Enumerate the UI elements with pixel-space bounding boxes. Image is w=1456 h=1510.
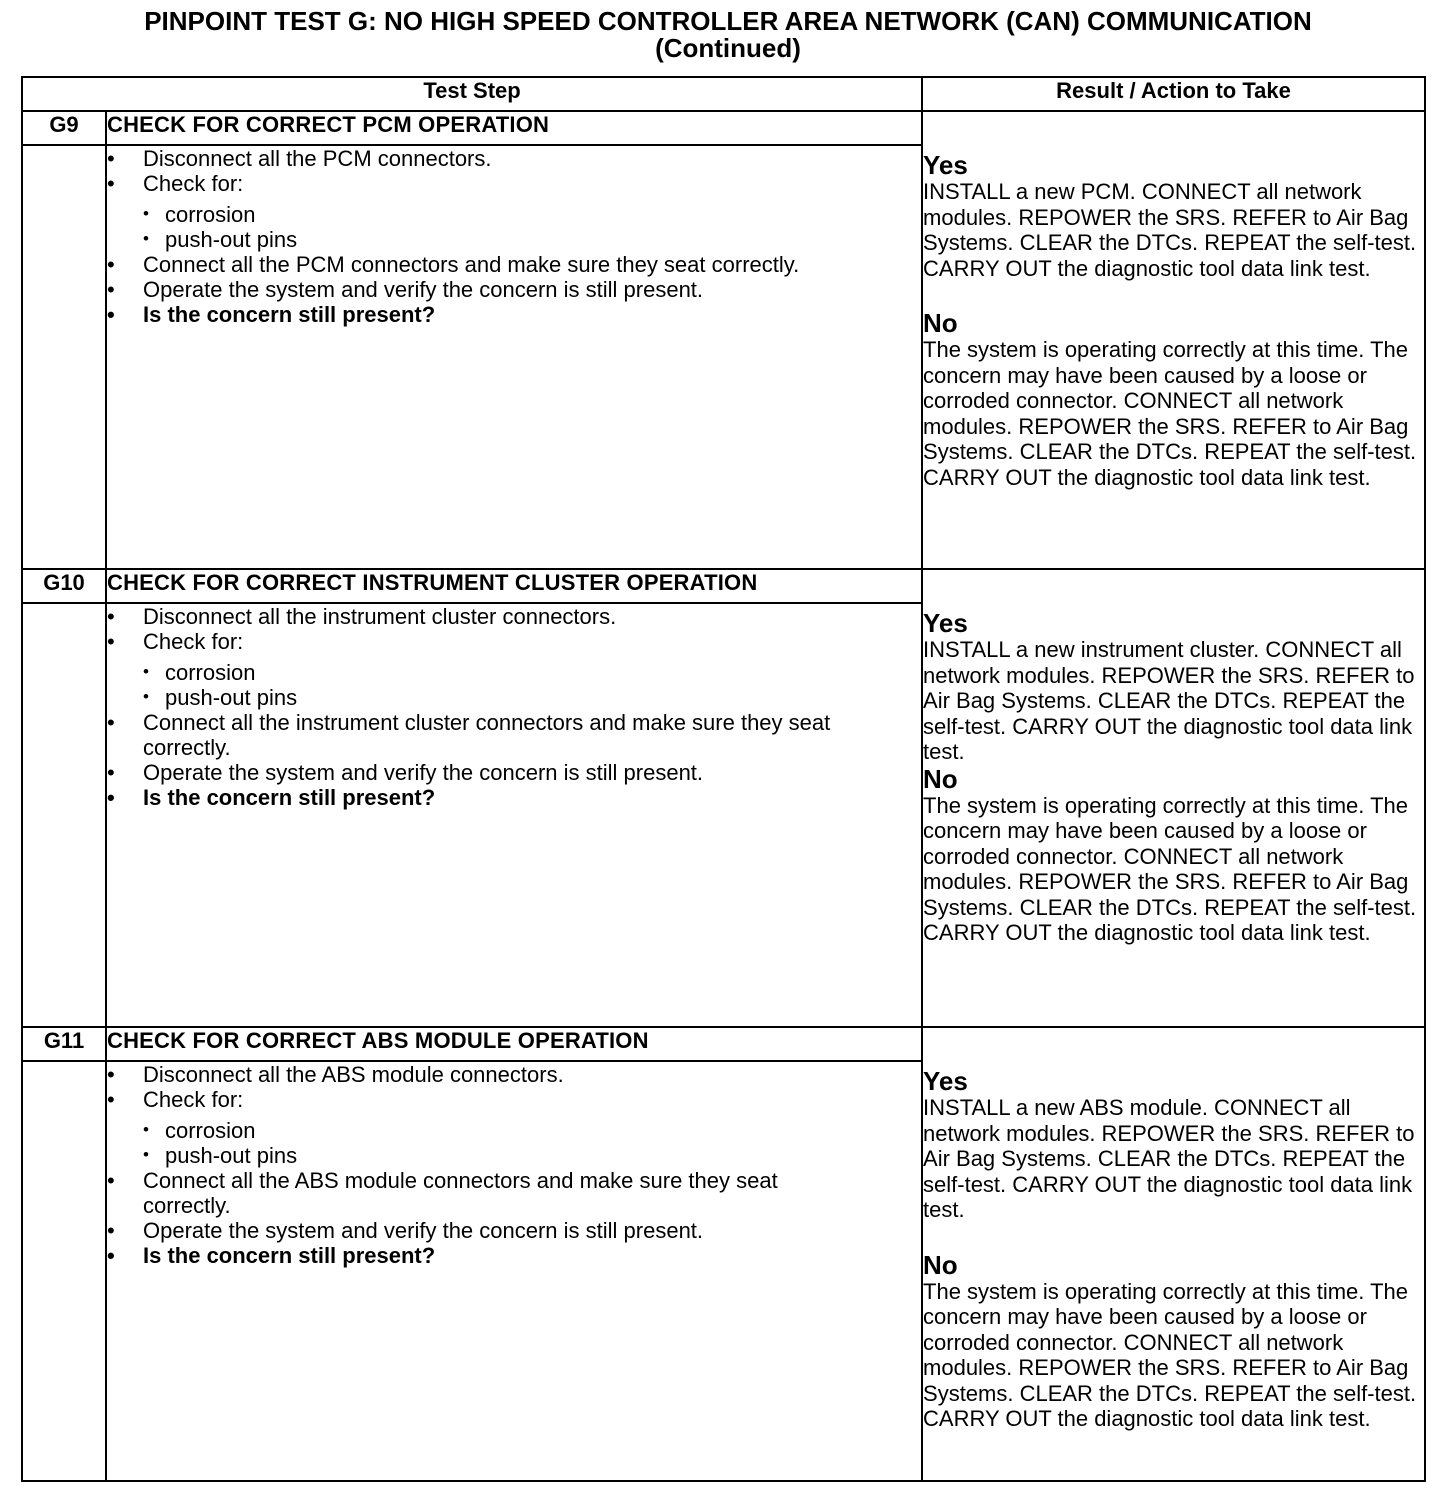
no-action: The system is operating correctly at this time. The concern may have been caused by a loose or corroded connector. CONNECT all network modules. REPOWER the SRS. REFER to Air Bag Systems. CLEAR the DTCs. REPEAT the self-test. CARRY OUT the diagnostic tool data link test.	[923, 337, 1417, 490]
result-header: Result / Action to Take	[922, 77, 1425, 111]
step-title: CHECK FOR CORRECT PCM OPERATION	[106, 111, 922, 145]
step-title: CHECK FOR CORRECT ABS MODULE OPERATION	[106, 1027, 922, 1061]
pinpoint-test-table	[21, 76, 1426, 1482]
sub-list-item: • push-out pins	[143, 227, 865, 252]
list-item-text: Check for:	[143, 171, 244, 196]
no-label: No	[923, 1249, 958, 1280]
list-item-text: Check for:	[143, 629, 244, 654]
yes-action: INSTALL a new ABS module. CONNECT all network modules. REPOWER the SRS. REFER to Air Bag Systems. CLEAR the DTCs. REPEAT the self-test. CARRY OUT the diagnostic tool data link test.	[923, 1095, 1415, 1222]
list-item: • Connect all the instrument cluster connectors and make sure they seat correctly.	[107, 710, 843, 760]
table-header-row	[22, 77, 1425, 111]
step-bullet-list	[107, 604, 921, 810]
step-bullet-list	[107, 146, 921, 327]
sub-list-item: • corrosion	[143, 660, 865, 685]
step-title-row	[22, 1027, 1425, 1061]
yes-label: Yes	[923, 150, 968, 180]
yes-label: Yes	[923, 1066, 968, 1096]
result-cell	[922, 111, 1425, 569]
step-body	[106, 603, 922, 1027]
no-action: The system is operating correctly at this time. The concern may have been caused by a loose or corroded connector. CONNECT all network modules. REPOWER the SRS. REFER to Air Bag Systems. CLEAR the DTCs. REPEAT the self-test. CARRY OUT the diagnostic tool data link test.	[923, 792, 1417, 945]
list-item: • Operate the system and verify the concern is still present.	[107, 1218, 843, 1243]
no-label: No	[923, 763, 958, 794]
list-item	[107, 629, 843, 710]
sub-bullet-list	[107, 202, 843, 252]
sub-bullet-list	[107, 1118, 843, 1168]
step-id-blank	[22, 145, 106, 569]
yes-label: Yes	[923, 608, 968, 638]
title-line-2: (Continued)	[655, 33, 801, 63]
list-item-question: • Is the concern still present?	[107, 1243, 843, 1268]
list-item	[107, 1087, 843, 1168]
step-title-row	[22, 111, 1425, 145]
step-body	[106, 1061, 922, 1481]
step-body	[106, 145, 922, 569]
sub-list-item: • corrosion	[143, 1118, 865, 1143]
title-line-1: PINPOINT TEST G: NO HIGH SPEED CONTROLLER AREA NETWORK (CAN) COMMUNICATION	[144, 6, 1312, 36]
no-action: The system is operating correctly at this time. The concern may have been caused by a loose or corroded connector. CONNECT all network modules. REPOWER the SRS. REFER to Air Bag Systems. CLEAR the DTCs. REPEAT the self-test. CARRY OUT the diagnostic tool data link test.	[923, 1278, 1417, 1431]
step-id-blank	[22, 603, 106, 1027]
test-step-header: Test Step	[22, 77, 922, 111]
step-title-row	[22, 569, 1425, 603]
list-item	[107, 171, 843, 252]
list-item: • Operate the system and verify the concern is still present.	[107, 277, 843, 302]
step-id: G10	[22, 569, 106, 603]
page-title	[0, 8, 1456, 62]
step-id: G11	[22, 1027, 106, 1061]
result-cell	[922, 1027, 1425, 1481]
list-item: • Disconnect all the ABS module connectors.	[107, 1062, 843, 1087]
list-item: • Disconnect all the PCM connectors.	[107, 146, 843, 171]
yes-action: INSTALL a new instrument cluster. CONNECT all network modules. REPOWER the SRS. REFER to Air Bag Systems. CLEAR the DTCs. REPEAT the self-test. CARRY OUT the diagnostic tool data link test.	[923, 637, 1415, 764]
sub-list-item: • corrosion	[143, 202, 865, 227]
step-id-blank	[22, 1061, 106, 1481]
sub-bullet-list	[107, 660, 843, 710]
list-item-question: • Is the concern still present?	[107, 785, 843, 810]
list-item-text: Check for:	[143, 1087, 244, 1112]
list-item-question: • Is the concern still present?	[107, 302, 843, 327]
sub-list-item: • push-out pins	[143, 685, 865, 710]
step-id: G9	[22, 111, 106, 145]
yes-action: INSTALL a new PCM. CONNECT all network modules. REPOWER the SRS. REFER to Air Bag Systems. CLEAR the DTCs. REPEAT the self-test. CARRY OUT the diagnostic tool data link test.	[923, 179, 1417, 281]
list-item: • Operate the system and verify the concern is still present.	[107, 760, 843, 785]
list-item: • Disconnect all the instrument cluster connectors.	[107, 604, 843, 629]
list-item: • Connect all the ABS module connectors and make sure they seat correctly.	[107, 1168, 843, 1218]
list-item: • Connect all the PCM connectors and make sure they seat correctly.	[107, 252, 843, 277]
no-label: No	[923, 308, 958, 338]
step-bullet-list	[107, 1062, 921, 1268]
sub-list-item: • push-out pins	[143, 1143, 865, 1168]
result-cell	[922, 569, 1425, 1027]
step-title: CHECK FOR CORRECT INSTRUMENT CLUSTER OPERATION	[106, 569, 922, 603]
